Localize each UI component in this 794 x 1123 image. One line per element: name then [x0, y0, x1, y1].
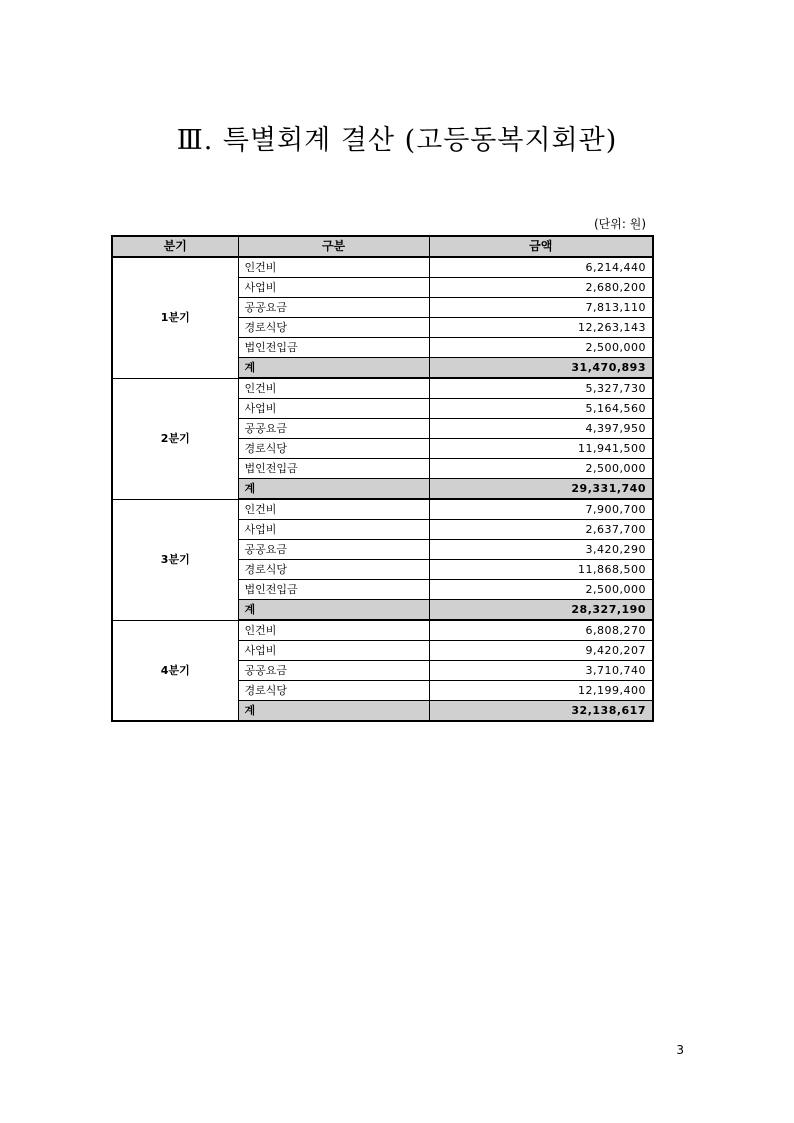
- amount-cell: 6,808,270: [429, 620, 653, 641]
- amount-cell: 5,327,730: [429, 378, 653, 399]
- total-amount: 31,470,893: [429, 358, 653, 379]
- amount-cell: 6,214,440: [429, 257, 653, 278]
- amount-cell: 9,420,207: [429, 641, 653, 661]
- category-cell: 인건비: [238, 257, 429, 278]
- table-body: [112, 257, 653, 721]
- total-label: 계: [238, 479, 429, 500]
- category-cell: 경로식당: [238, 439, 429, 459]
- total-label: 계: [238, 701, 429, 722]
- page-title: Ⅲ. 특별회계 결산 (고등동복지회관): [176, 125, 618, 156]
- table-row: [112, 620, 653, 641]
- quarter-label: 2분기: [112, 378, 238, 499]
- total-amount: 32,138,617: [429, 701, 653, 722]
- amount-cell: 7,813,110: [429, 298, 653, 318]
- amount-cell: 3,420,290: [429, 540, 653, 560]
- table-header-row: [112, 236, 653, 257]
- category-cell: 법인전입금: [238, 580, 429, 600]
- category-cell: 공공요금: [238, 419, 429, 439]
- total-amount: 29,331,740: [429, 479, 653, 500]
- unit-label: (단위: 원): [594, 217, 646, 231]
- category-cell: 공공요금: [238, 540, 429, 560]
- category-cell: 법인전입금: [238, 459, 429, 479]
- category-cell: 공공요금: [238, 298, 429, 318]
- category-cell: 경로식당: [238, 560, 429, 580]
- total-label: 계: [238, 358, 429, 379]
- category-cell: 사업비: [238, 641, 429, 661]
- category-cell: 경로식당: [238, 318, 429, 338]
- table-row: [112, 257, 653, 278]
- header-quarter: 분기: [112, 236, 238, 257]
- category-cell: 인건비: [238, 378, 429, 399]
- amount-cell: 12,199,400: [429, 681, 653, 701]
- table-row: [112, 378, 653, 399]
- quarter-label: 4분기: [112, 620, 238, 721]
- amount-cell: 2,680,200: [429, 278, 653, 298]
- settlement-table: [111, 235, 654, 722]
- amount-cell: 2,500,000: [429, 580, 653, 600]
- category-cell: 사업비: [238, 278, 429, 298]
- quarter-label: 1분기: [112, 257, 238, 378]
- header-category: 구분: [238, 236, 429, 257]
- category-cell: 경로식당: [238, 681, 429, 701]
- category-cell: 사업비: [238, 520, 429, 540]
- quarter-label: 3분기: [112, 499, 238, 620]
- amount-cell: 7,900,700: [429, 499, 653, 520]
- amount-cell: 5,164,560: [429, 399, 653, 419]
- total-label: 계: [238, 600, 429, 621]
- amount-cell: 4,397,950: [429, 419, 653, 439]
- category-cell: 법인전입금: [238, 338, 429, 358]
- category-cell: 인건비: [238, 620, 429, 641]
- table-row: [112, 499, 653, 520]
- category-cell: 사업비: [238, 399, 429, 419]
- category-cell: 인건비: [238, 499, 429, 520]
- total-amount: 28,327,190: [429, 600, 653, 621]
- page-number: 3: [676, 1043, 684, 1057]
- amount-cell: 2,500,000: [429, 338, 653, 358]
- header-amount: 금액: [429, 236, 653, 257]
- amount-cell: 2,637,700: [429, 520, 653, 540]
- category-cell: 공공요금: [238, 661, 429, 681]
- amount-cell: 12,263,143: [429, 318, 653, 338]
- amount-cell: 3,710,740: [429, 661, 653, 681]
- amount-cell: 2,500,000: [429, 459, 653, 479]
- amount-cell: 11,868,500: [429, 560, 653, 580]
- amount-cell: 11,941,500: [429, 439, 653, 459]
